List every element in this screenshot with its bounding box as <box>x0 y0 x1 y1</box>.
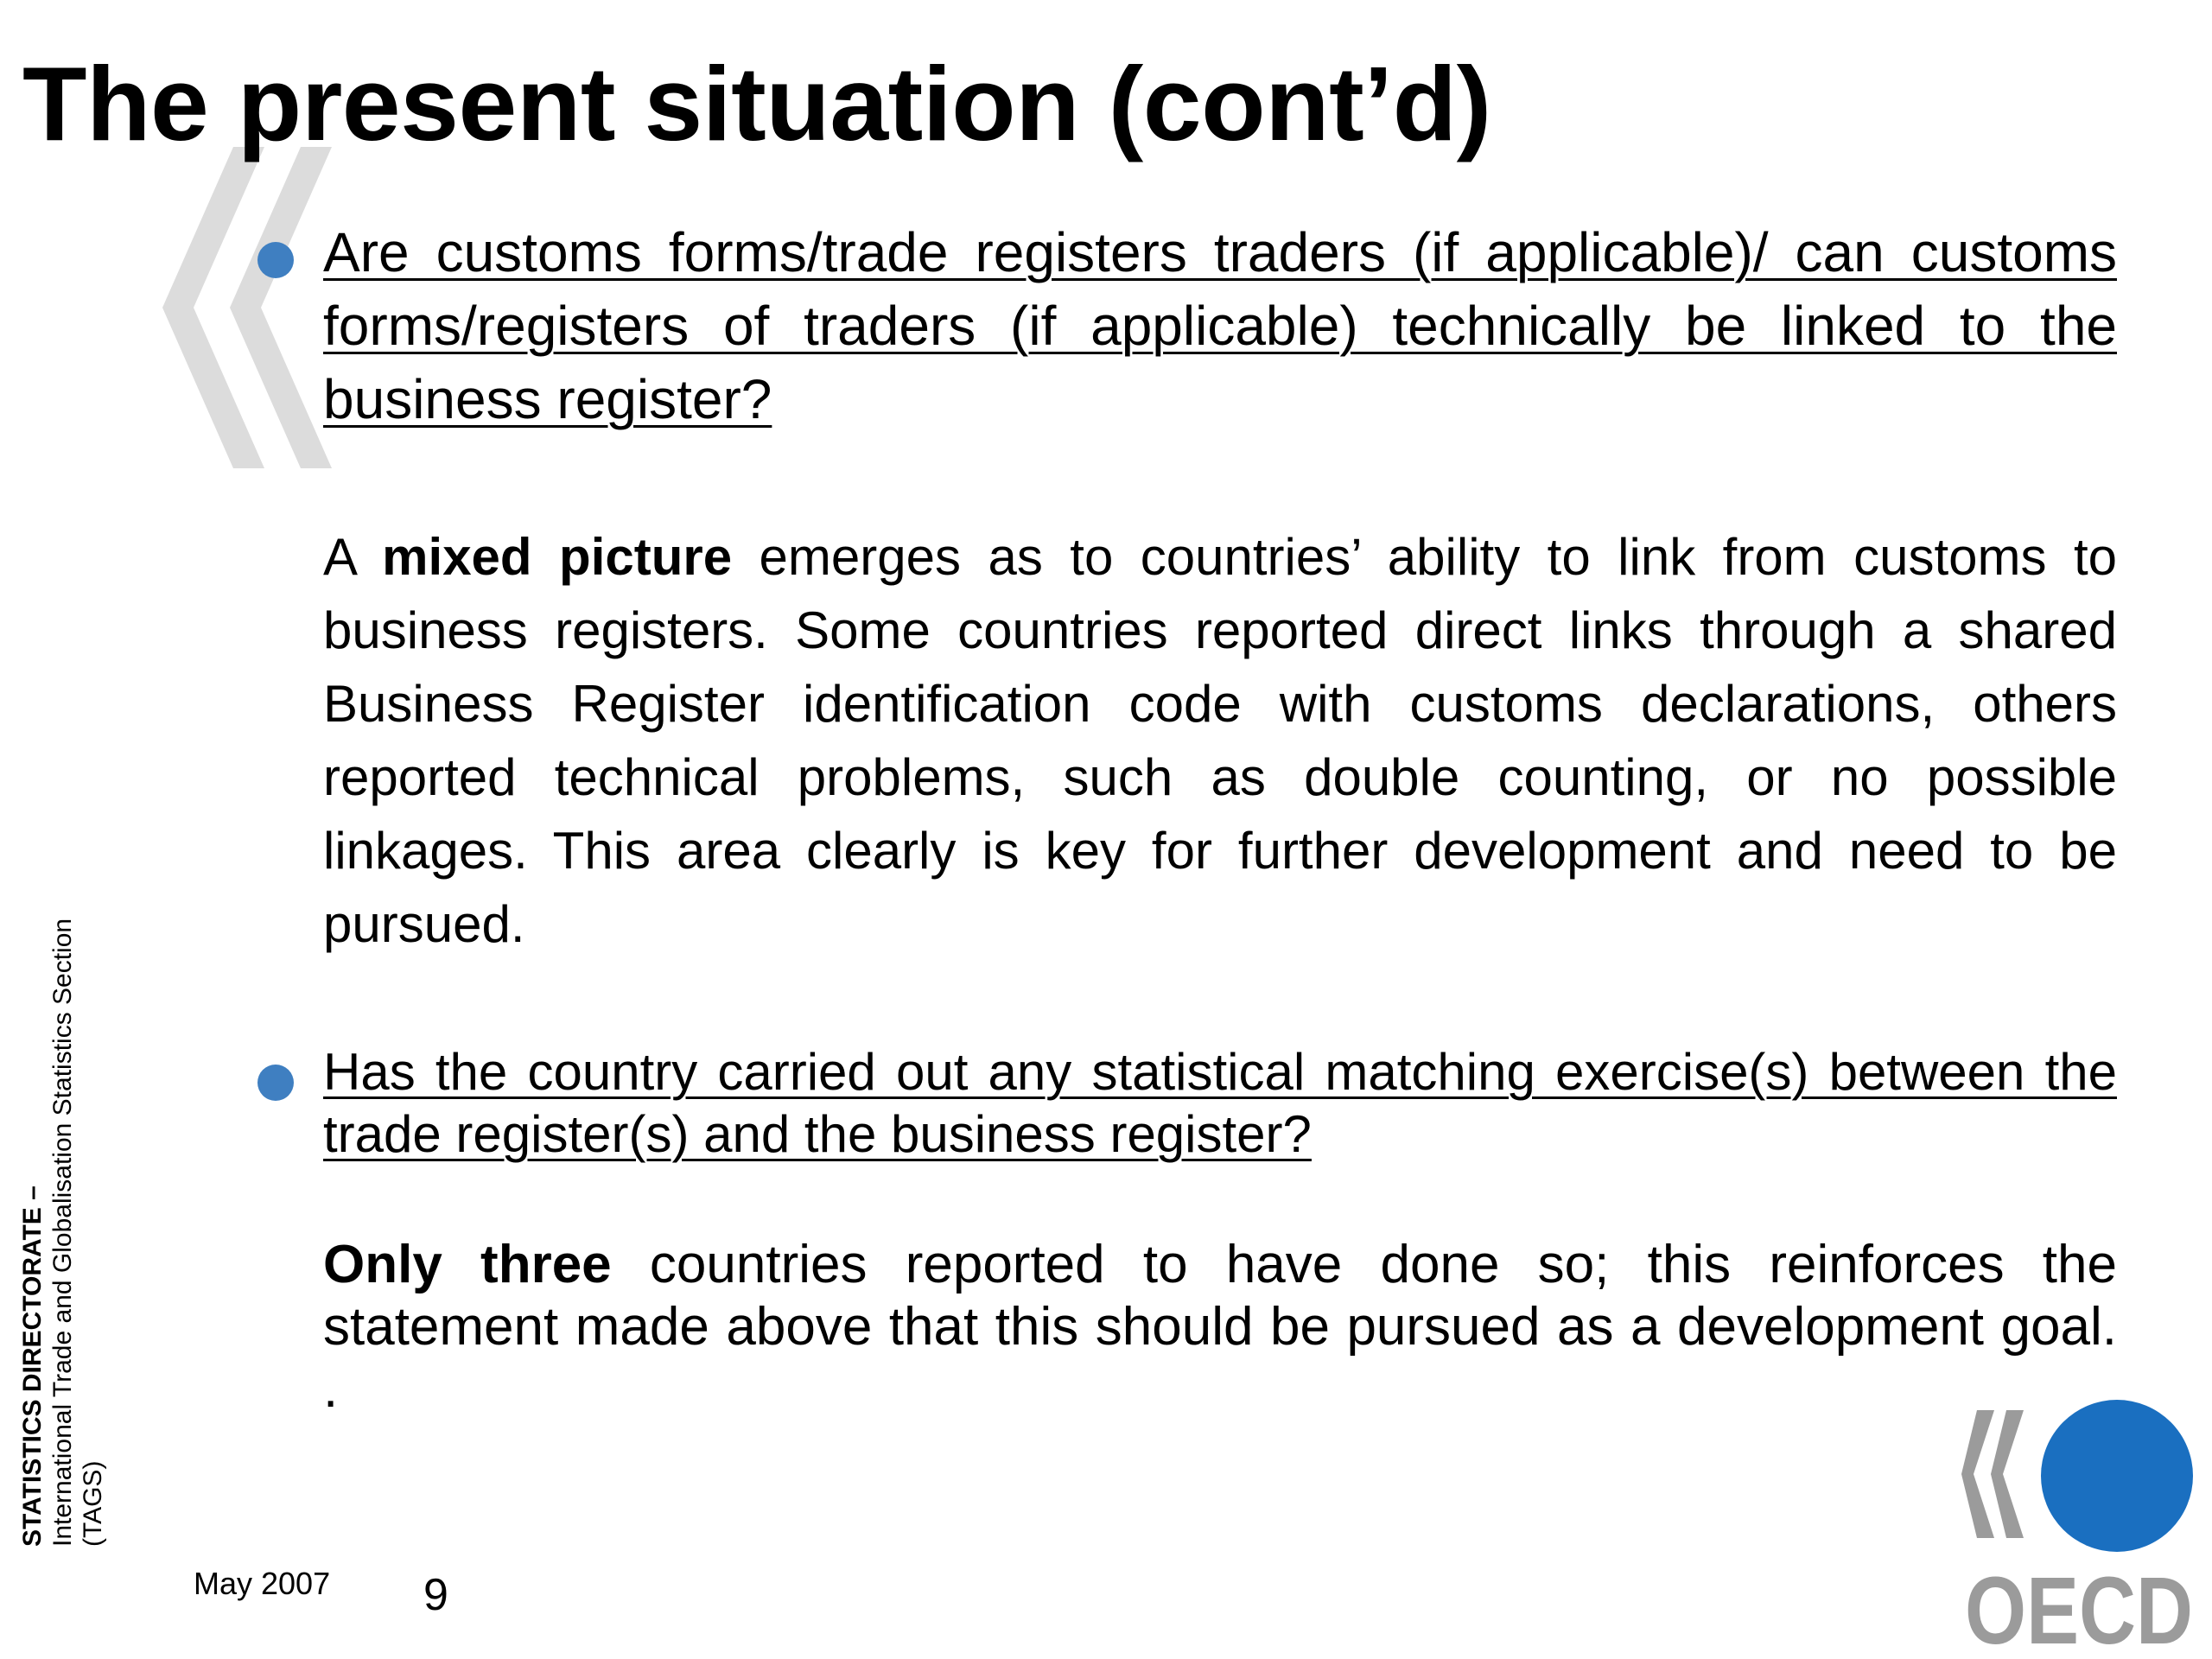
bullet-1-icon <box>257 242 294 278</box>
answer-1-text: emerges as to countries’ ability to link from customs to business registers. Some countries reported direct links through a shared Business Register identification code with customs declarations, others reported technical problems, such as double counting, or no possible linkages. This area clearly is key for further development and need to be pursued. <box>323 528 2117 953</box>
answer-1-prefix: A <box>323 528 383 586</box>
page-number: 9 <box>423 1570 448 1620</box>
sidebar-directorate-label <box>17 855 108 1547</box>
answer-1-emphasis: mixed picture <box>382 528 733 586</box>
question-1: Are customs forms/trade registers traders (if applicable)/ can customs forms/registers of traders (if applicable) technically be linked to the business register? <box>323 221 2117 430</box>
oecd-logo-text: OECD <box>1965 1558 2193 1650</box>
answer-2-emphasis: Only three <box>323 1235 612 1294</box>
oecd-logo-icon <box>1961 1400 2196 1650</box>
question-2: Has the country carried out any statistical matching exercise(s) between the trade register(s) and the business register? <box>323 1043 2117 1163</box>
answer-1 <box>323 520 2117 961</box>
slide-title: The present situation (cont’d) <box>22 45 1491 162</box>
sidebar-line-3: (TAGS) <box>79 1460 107 1547</box>
answer-2-text: countries reported to have done so; this reinforces the statement made above that this should be pursued as a development goal. . <box>323 1235 2117 1419</box>
footer-date: May 2007 <box>194 1566 331 1601</box>
sidebar-line-1: STATISTICS DIRECTORATE – <box>18 1185 47 1547</box>
bullet-2-icon <box>257 1065 294 1101</box>
chevron-decoration-icon <box>162 147 332 468</box>
sidebar-line-2: International Trade and Globalisation Statistics Section <box>48 918 77 1547</box>
answer-2 <box>323 1234 2117 1421</box>
